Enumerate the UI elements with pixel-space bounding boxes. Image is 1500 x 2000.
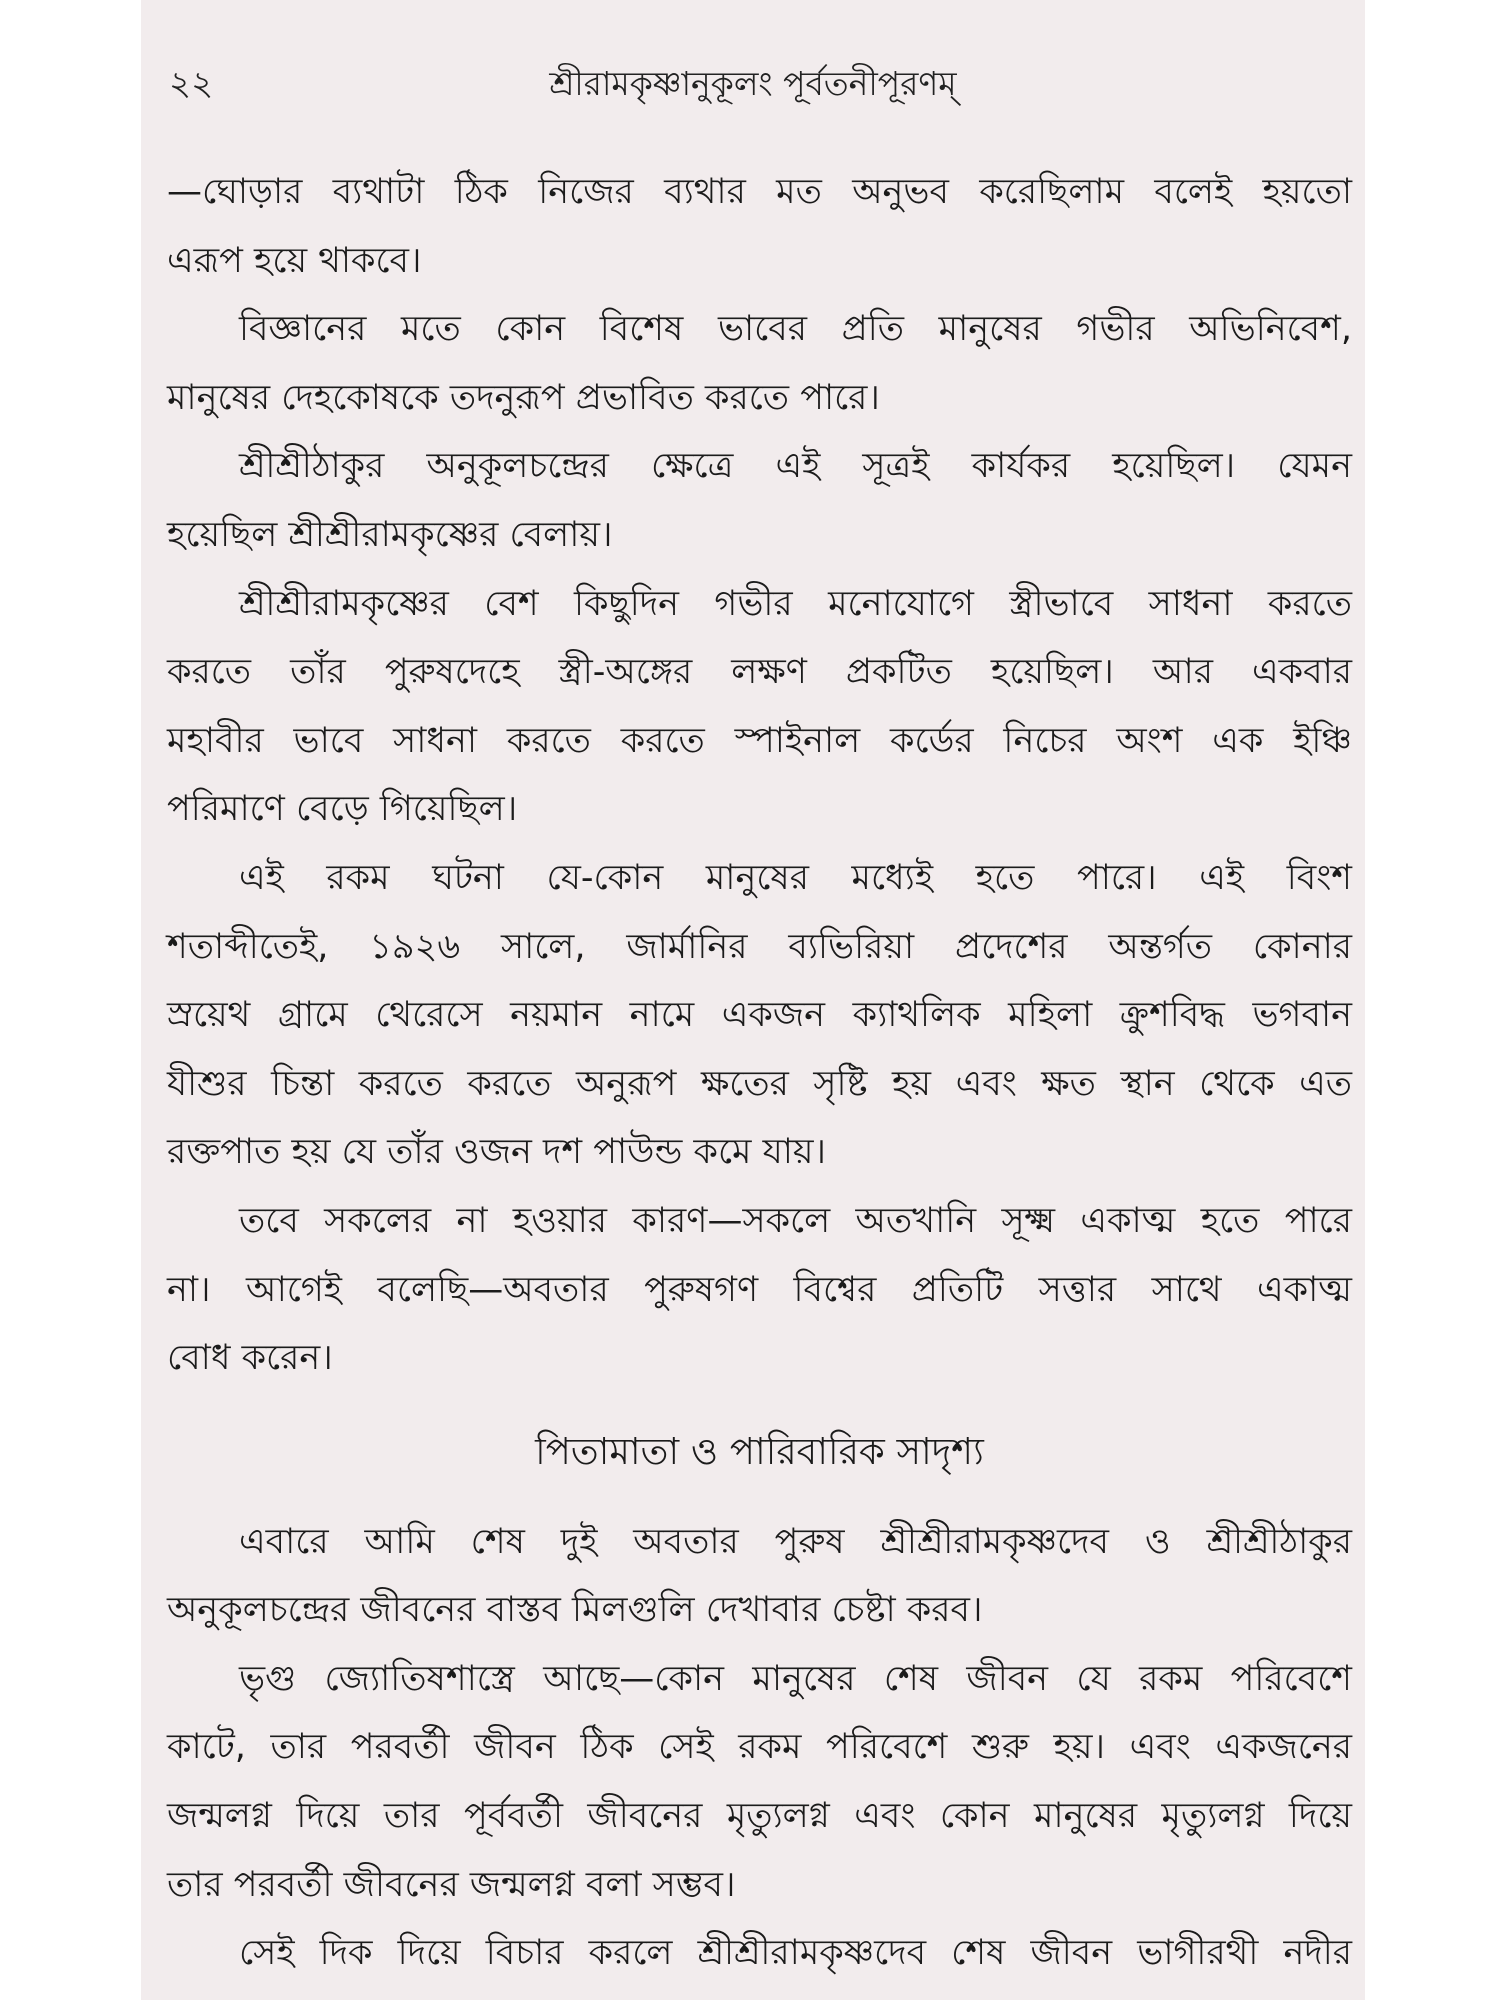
text-line: এই রকম ঘটনা যে-কোন মানুষের মধ্যেই হতে পারে। এই বিংশ	[239, 857, 1352, 898]
text-line: হয়েছিল শ্রীশ্রীরামকৃষ্ণের বেলায়।	[167, 514, 613, 555]
paragraph	[167, 295, 1352, 432]
text-line: কাটে, তার পরবর্তী জীবন ঠিক সেই রকম পরিবেশে শুরু হয়। এবং একজনের	[167, 1727, 1352, 1768]
paragraph	[167, 158, 1352, 295]
paragraph	[167, 1645, 1352, 1919]
running-title: শ্রীরামকৃষ্ণানুকূলং পূর্বতনীপূরণম্	[549, 64, 957, 103]
text-line: তবে সকলের না হওয়ার কারণ—সকলে অতখানি সূক্ষ্ম একাত্ম হতে পারে	[239, 1200, 1352, 1241]
text-line: জন্মলগ্ন দিয়ে তার পূর্ববর্তী জীবনের মৃত্যুলগ্ন এবং কোন মানুষের মৃত্যুলগ্ন দিয়ে	[167, 1796, 1352, 1837]
text-line: অনুকূলচন্দ্রের জীবনের বাস্তব মিলগুলি দেখাবার চেষ্টা করব।	[167, 1590, 983, 1631]
text-line: শ্রীশ্রীরামকৃষ্ণের বেশ কিছুদিন গভীর মনোযোগে স্ত্রীভাবে সাধনা করতে	[239, 583, 1352, 624]
page-body	[167, 158, 1352, 1988]
text-line: পরিমাণে বেড়ে গিয়েছিল।	[167, 789, 518, 830]
text-line: তার পরবর্তী জীবনের জন্মলগ্ন বলা সম্ভব।	[167, 1864, 736, 1905]
text-line: না। আগেই বলেছি—অবতার পুরুষগণ বিশ্বের প্রতিটি সত্তার সাথে একাত্ম	[167, 1269, 1352, 1310]
paragraph	[167, 844, 1352, 1187]
text-line: সেই দিক দিয়ে বিচার করলে শ্রীশ্রীরামকৃষ্ণদেব শেষ জীবন ভাগীরথী নদীর	[239, 1933, 1352, 1974]
paragraph	[167, 1187, 1352, 1393]
paragraph	[167, 1919, 1352, 1988]
text-line: বিজ্ঞানের মতে কোন বিশেষ ভাবের প্রতি মানুষের গভীর অভিনিবেশ,	[239, 309, 1352, 350]
text-line: শতাব্দীতেই, ১৯২৬ সালে, জার্মানির ব্যভিরিয়া প্রদেশের অন্তর্গত কোনার	[167, 926, 1352, 967]
running-header	[141, 58, 1365, 110]
text-line: মানুষের দেহকোষকে তদনুরূপ প্রভাবিত করতে পারে।	[167, 377, 880, 418]
text-line: যীশুর চিন্তা করতে করতে অনুরূপ ক্ষতের সৃষ্টি হয় এবং ক্ষত স্থান থেকে এত	[167, 1063, 1352, 1104]
section-heading: পিতামাতা ও পারিবারিক সাদৃশ্য	[535, 1429, 984, 1473]
text-line: রক্তপাত হয় যে তাঁর ওজন দশ পাউন্ড কমে যায়।	[167, 1132, 827, 1173]
text-line: বোধ করেন।	[167, 1338, 333, 1379]
page-number: ২২	[169, 64, 214, 104]
text-line: স্রয়েথ গ্রামে থেরেসে নয়মান নামে একজন ক্যাথলিক মহিলা ক্রুশবিদ্ধ ভগবান	[167, 995, 1352, 1036]
text-line: ভৃগু জ্যোতিষশাস্ত্রে আছে—কোন মানুষের শেষ জীবন যে রকম পরিবেশে	[239, 1658, 1352, 1699]
paragraph	[167, 432, 1352, 569]
text-line: করতে তাঁর পুরুষদেহে স্ত্রী-অঙ্গের লক্ষণ প্রকটিত হয়েছিল। আর একবার	[167, 652, 1352, 693]
paragraph	[167, 570, 1352, 844]
text-line: এবারে আমি শেষ দুই অবতার পুরুষ শ্রীশ্রীরামকৃষ্ণদেব ও শ্রীশ্রীঠাকুর	[239, 1521, 1352, 1562]
text-line: মহাবীর ভাবে সাধনা করতে করতে স্পাইনাল কর্ডের নিচের অংশ এক ইঞ্চি	[167, 720, 1352, 761]
text-line: —ঘোড়ার ব্যথাটা ঠিক নিজের ব্যথার মত অনুভব করেছিলাম বলেই হয়তো	[167, 172, 1352, 212]
text-line: এরূপ হয়ে থাকবে।	[167, 240, 422, 281]
text-line: শ্রীশ্রীঠাকুর অনুকূলচন্দ্রের ক্ষেত্রে এই সূত্রই কার্যকর হয়েছিল। যেমন	[239, 446, 1352, 487]
book-page	[141, 0, 1365, 2000]
paragraph	[167, 1508, 1352, 1645]
